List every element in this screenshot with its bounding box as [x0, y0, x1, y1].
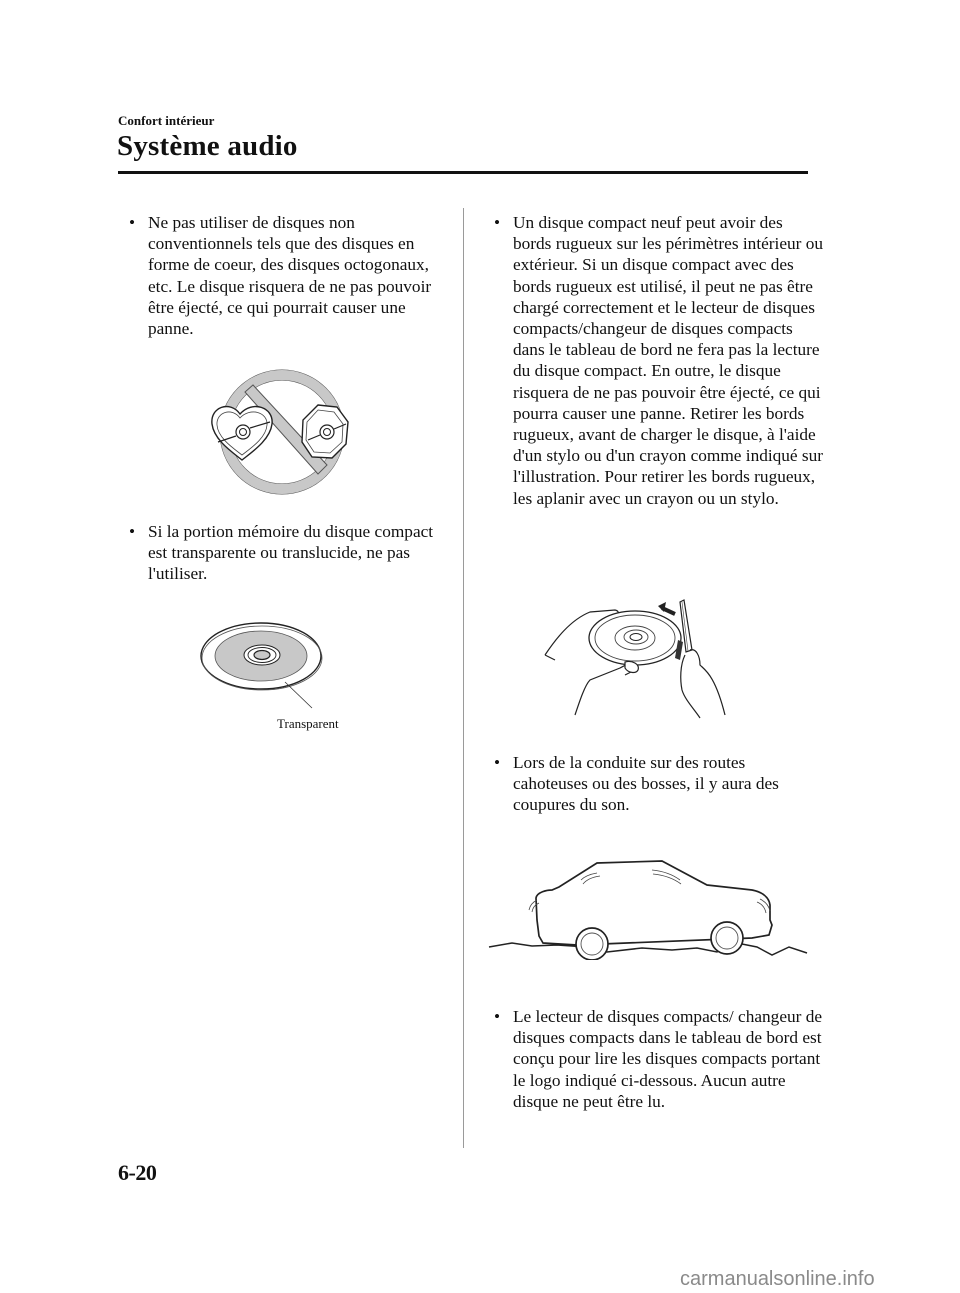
car-icon — [487, 850, 812, 960]
page-title: Système audio — [117, 130, 298, 162]
bullet-text: Ne pas utiliser de disques non conventionnels tels que des disques en forme de coeur, des disques octogonaux, etc. Le disque risquera de ne pas pouvoir être éjecté, ce qui pourrait causer une panne. — [148, 213, 432, 339]
car-bumpy-road-figure — [487, 850, 812, 960]
bullet-dot-icon: • — [129, 213, 136, 232]
bullet-text: Si la portion mémoire du disque compact est transparente ou translucide, ne pas l'utiliser. — [148, 522, 434, 584]
bullet-text: Un disque compact neuf peut avoir des bords rugueux sur les périmètres intérieur ou extérieur. Si un disque compact avec des bords rugueux est utilisé, il peut ne pas être chargé correctement et le lecteur de disques compacts/changeur de disques compacts dans le tableau de bord ne fera pas la lecture du disque compact. En outre, le disque risquera de ne pas pouvoir être éjecté, ce qui pourra causer une panne. Retirer les bords rugueux, avant de charger le disque, à l'aide d'un stylo ou d'un crayon comme indiqué sur l'illustration. Pour retirer les bords rugueux, les aplanir avec un crayon ou un stylo. — [513, 213, 824, 508]
bullet-item — [494, 1006, 824, 1112]
column-divider — [463, 208, 464, 1148]
watermark: carmanualsonline.info — [680, 1268, 875, 1290]
leader-line — [282, 680, 322, 710]
smoothing-edges-figure — [540, 590, 760, 720]
bullet-dot-icon: • — [494, 213, 501, 232]
bullet-item — [129, 212, 449, 339]
page-number: 6-20 — [118, 1160, 157, 1185]
transparent-label: Transparent — [277, 716, 339, 731]
section-label: Confort intérieur — [118, 113, 215, 128]
bullet-dot-icon: • — [494, 753, 501, 772]
bullet-text: Lors de la conduite sur des routes cahoteuses ou des bosses, il y aura des coupures du son. — [513, 753, 779, 815]
bullet-item — [494, 752, 824, 816]
bullet-dot-icon: • — [494, 1007, 501, 1026]
bullet-item — [494, 212, 824, 509]
title-rule — [118, 171, 808, 174]
prohibited-sign-icon — [200, 362, 360, 502]
bullet-item — [129, 521, 449, 585]
bullet-text: Le lecteur de disques compacts/ changeur de disques compacts dans le tableau de bord est conçu pour lire les disques compacts portant le logo indiqué ci-dessous. Aucun autre disque ne peut être lu. — [513, 1007, 823, 1111]
prohibited-discs-figure — [200, 362, 360, 502]
bullet-dot-icon: • — [129, 522, 136, 541]
hands-pencil-disc-icon — [540, 590, 760, 720]
